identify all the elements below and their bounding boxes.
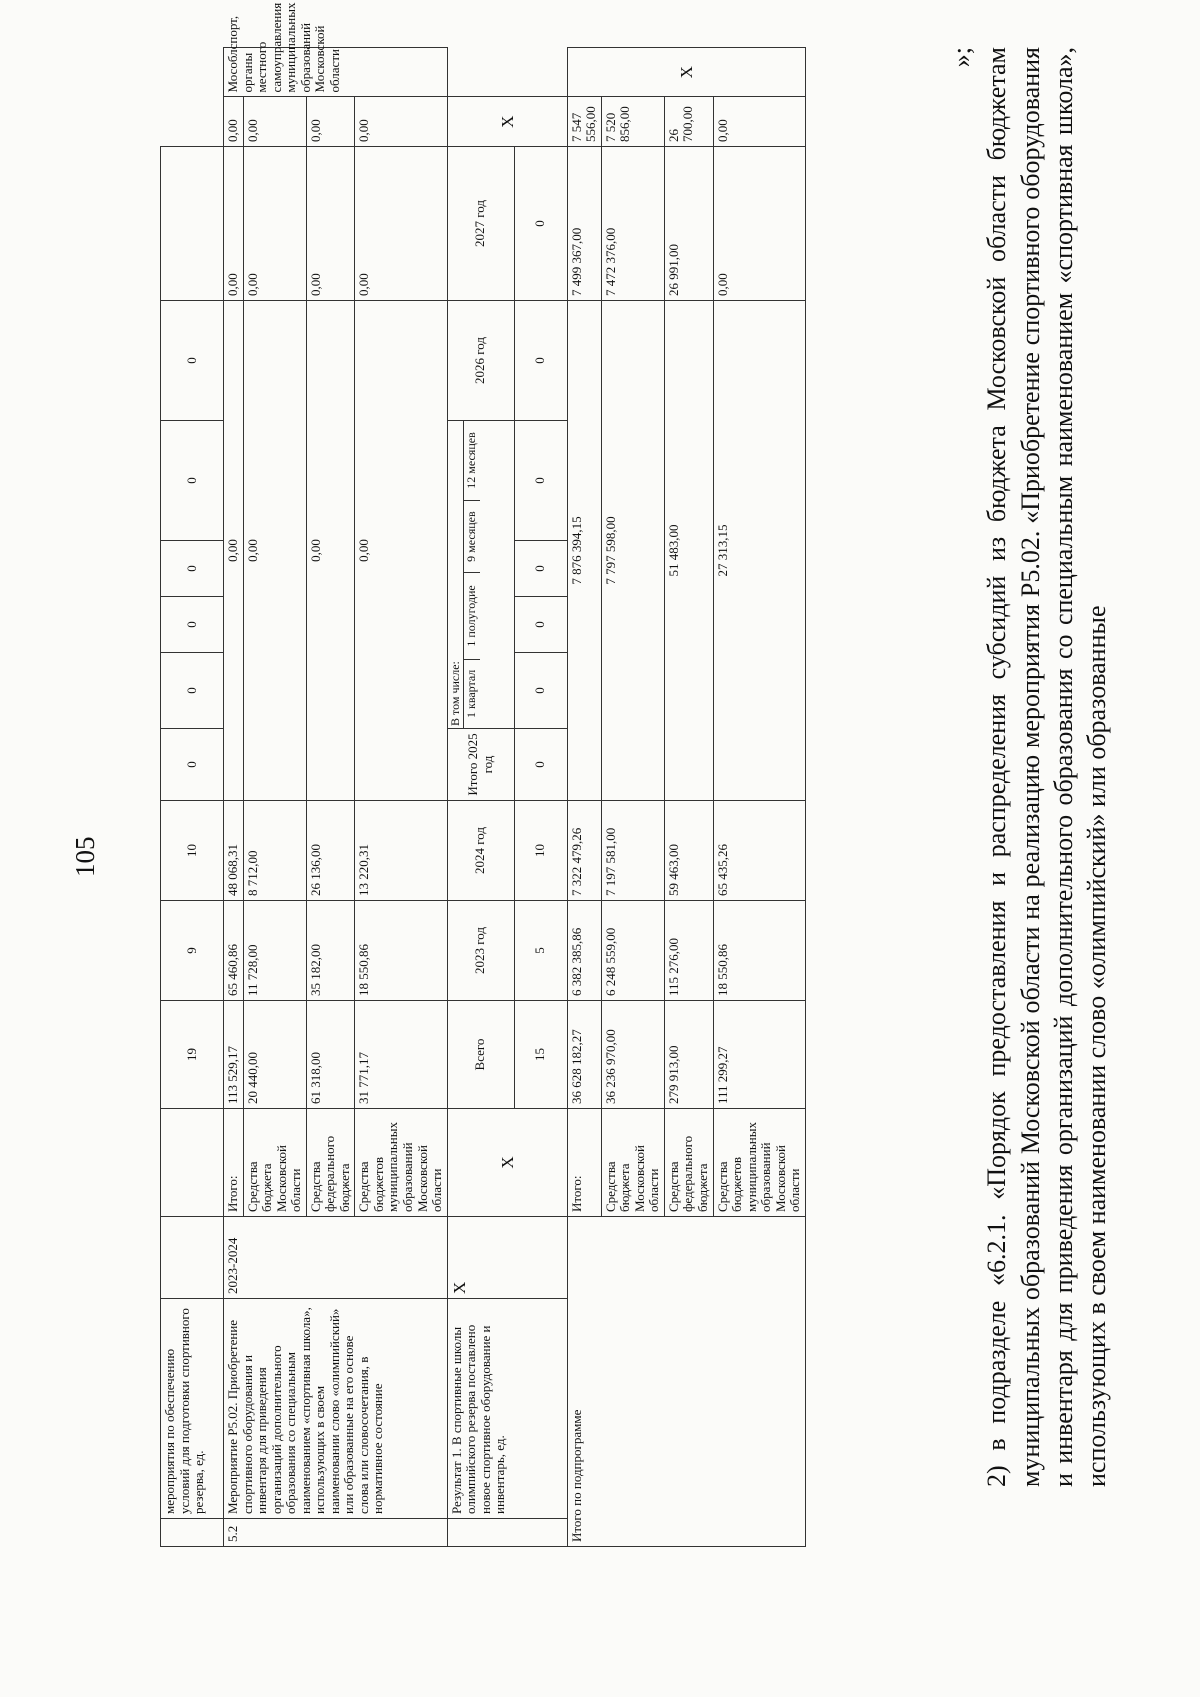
header-2027: 2027 год [447,147,514,301]
table-cell: 0 [161,597,224,653]
x-mark: X [447,97,567,147]
body-paragraph [945,47,1113,1547]
table-cell: 51 483,00 [664,301,713,801]
table-cell: 7 876 394,15 [567,301,601,801]
header-12m: 12 месяцев [464,421,480,500]
table-cell: 0 [161,421,224,541]
table-cell: 7 322 479,26 [567,801,601,901]
x-mark: X [567,48,805,98]
header-q1: 1 квартал [464,659,480,728]
result-name: Результат 1. В спортивные школы олимпийского резерва поставлено новое спортивное оборудование и инвентарь, ед. [447,1299,567,1519]
table-cell: 31 771,17 [355,1001,447,1109]
table-cell: 0,00 [224,147,244,301]
table-row [161,48,224,1547]
table-cell: 111 299,27 [713,1001,805,1109]
closing-quote: »; [947,47,976,68]
header-itogo-2025: Итого 2025 год [447,729,514,801]
table-cell: 59 463,00 [664,801,713,901]
table-cell: 48 068,31 [224,801,244,901]
header-2026: 2026 год [447,301,514,421]
subprogram-total-label: Итого по подпрограмме [567,1217,805,1547]
table-cell: 0 [514,597,567,653]
table-cell: 26 136,00 [306,801,355,901]
table-cell: 9 [161,901,224,1001]
table-cell: 113 529,17 [224,1001,244,1109]
event-name: Мероприятие Р5.02. Приобретение спортивного оборудования и инвентаря для приведения организаций дополнительного образования со специальным наименованием «спортивная школа», использующих в своем наименовании слово «олимпийский» или образованные на его основе слова или словосочетания, в нормативное состояние [224,1299,448,1519]
table-cell: 65 460,86 [224,901,244,1001]
funding-source: Итого: [567,1109,601,1217]
table-cell: 15 [514,1001,567,1109]
table-cell: 0,00 [224,301,244,801]
table-cell: 20 440,00 [243,1001,306,1109]
header-9m: 9 месяцев [464,500,480,572]
funding-source: Средства федерального бюджета [306,1109,355,1217]
table-cell: 8 712,00 [243,801,306,901]
table-cell: 26 700,00 [664,97,713,147]
table-cell: 0,00 [306,147,355,301]
header-2023: 2023 год [447,901,514,1001]
table-cell: 0 [514,147,567,301]
table-cell: 6 248 559,00 [601,901,664,1001]
table-cell: 18 550,86 [713,901,805,1001]
table-cell: 279 913,00 [664,1001,713,1109]
table-cell: 36 628 182,27 [567,1001,601,1109]
table-cell: 11 728,00 [243,901,306,1001]
header-total: Всего [447,1001,514,1109]
table-cell: 36 236 970,00 [601,1001,664,1109]
table-cell: 115 276,00 [664,901,713,1001]
table-cell: 6 382 385,86 [567,901,601,1001]
table-cell: 0 [161,653,224,729]
table-cell: 27 313,15 [713,301,805,801]
table-cell: 10 [514,801,567,901]
event-number: 5.2 [224,1519,448,1547]
table-cell: 0,00 [355,301,447,801]
table-cell: 0,00 [713,97,805,147]
table-cell: 7 797 598,00 [601,301,664,801]
table-cell: 0,00 [243,147,306,301]
table-cell: 0,00 [306,97,355,147]
table-cell: 26 991,00 [664,147,713,301]
table-cell: 65 435,26 [713,801,805,901]
executor: Мособлспорт, органы местного самоуправления муниципальных образований Московской области [224,48,448,98]
table-row [567,48,601,1547]
table-row [224,48,244,1547]
table-cell: 0 [514,421,567,541]
table-cell: 0 [514,729,567,801]
table-cell: 0,00 [355,97,447,147]
funding-source: Средства бюджета Московской области [601,1109,664,1217]
financing-table [160,2,806,1547]
funding-source: Средства бюджета Московской области [243,1109,306,1217]
x-mark: X [447,1217,567,1299]
table-row [447,48,514,1547]
header-h1: 1 полугодие [464,573,480,659]
funding-source: Средства федерального бюджета [664,1109,713,1217]
table-cell: 0 [514,653,567,729]
funding-source: Средства бюджетов муниципальных образований Московской области [355,1109,447,1217]
page-number: 105 [70,836,100,877]
table-cell: 0 [161,541,224,597]
table-cell: 7 472 376,00 [601,147,664,301]
event-years: 2023-2024 [224,1217,448,1299]
funding-source: Итого: [224,1109,244,1217]
table-cell: 5 [514,901,567,1001]
x-mark: X [447,1109,567,1217]
table-cell: 0,00 [306,301,355,801]
table-cell: 0 [514,301,567,421]
table-cell: 0 [161,301,224,421]
table-cell: 7 197 581,00 [601,801,664,901]
table-cell: 0,00 [243,97,306,147]
table-cell: 7 499 367,00 [567,147,601,301]
table-cell: 61 318,00 [306,1001,355,1109]
event-text: мероприятия по обеспечению условий для подготовки спортивного резерва, ед. [161,1299,224,1519]
table-cell: 0,00 [355,147,447,301]
funding-source: Средства бюджетов муниципальных образований Московской области [713,1109,805,1217]
table-cell: 13 220,31 [355,801,447,901]
table-cell: 10 [161,801,224,901]
table-cell: 7 547 556,00 [567,97,601,147]
table-cell: 0,00 [224,97,244,147]
table-cell: 0,00 [243,301,306,801]
table-cell: 35 182,00 [306,901,355,1001]
table-cell: 18 550,86 [355,901,447,1001]
table-cell: 0 [161,729,224,801]
incl-label: В том числе: [448,421,464,728]
quarters-header [447,421,514,729]
table-cell: 19 [161,1001,224,1109]
header-2024: 2024 год [447,801,514,901]
table-cell: 0 [514,541,567,597]
table-cell: 0,00 [713,147,805,301]
table-cell: 7 520 856,00 [601,97,664,147]
paragraph-text: 2) в подразделе «6.2.1. «Порядок предоставления и распределения субсидий из бюджета Московской области бюджетам муниципальных образований Московской области на реализацию мероприятия Р5.02. «Приобретение спортивного оборудования и инвентаря для приведения организаций дополнительного образования со специальным наименованием «спортивная школа», использующих в своем наименовании слово «олимпийский» или образованные [982,47,1112,1487]
